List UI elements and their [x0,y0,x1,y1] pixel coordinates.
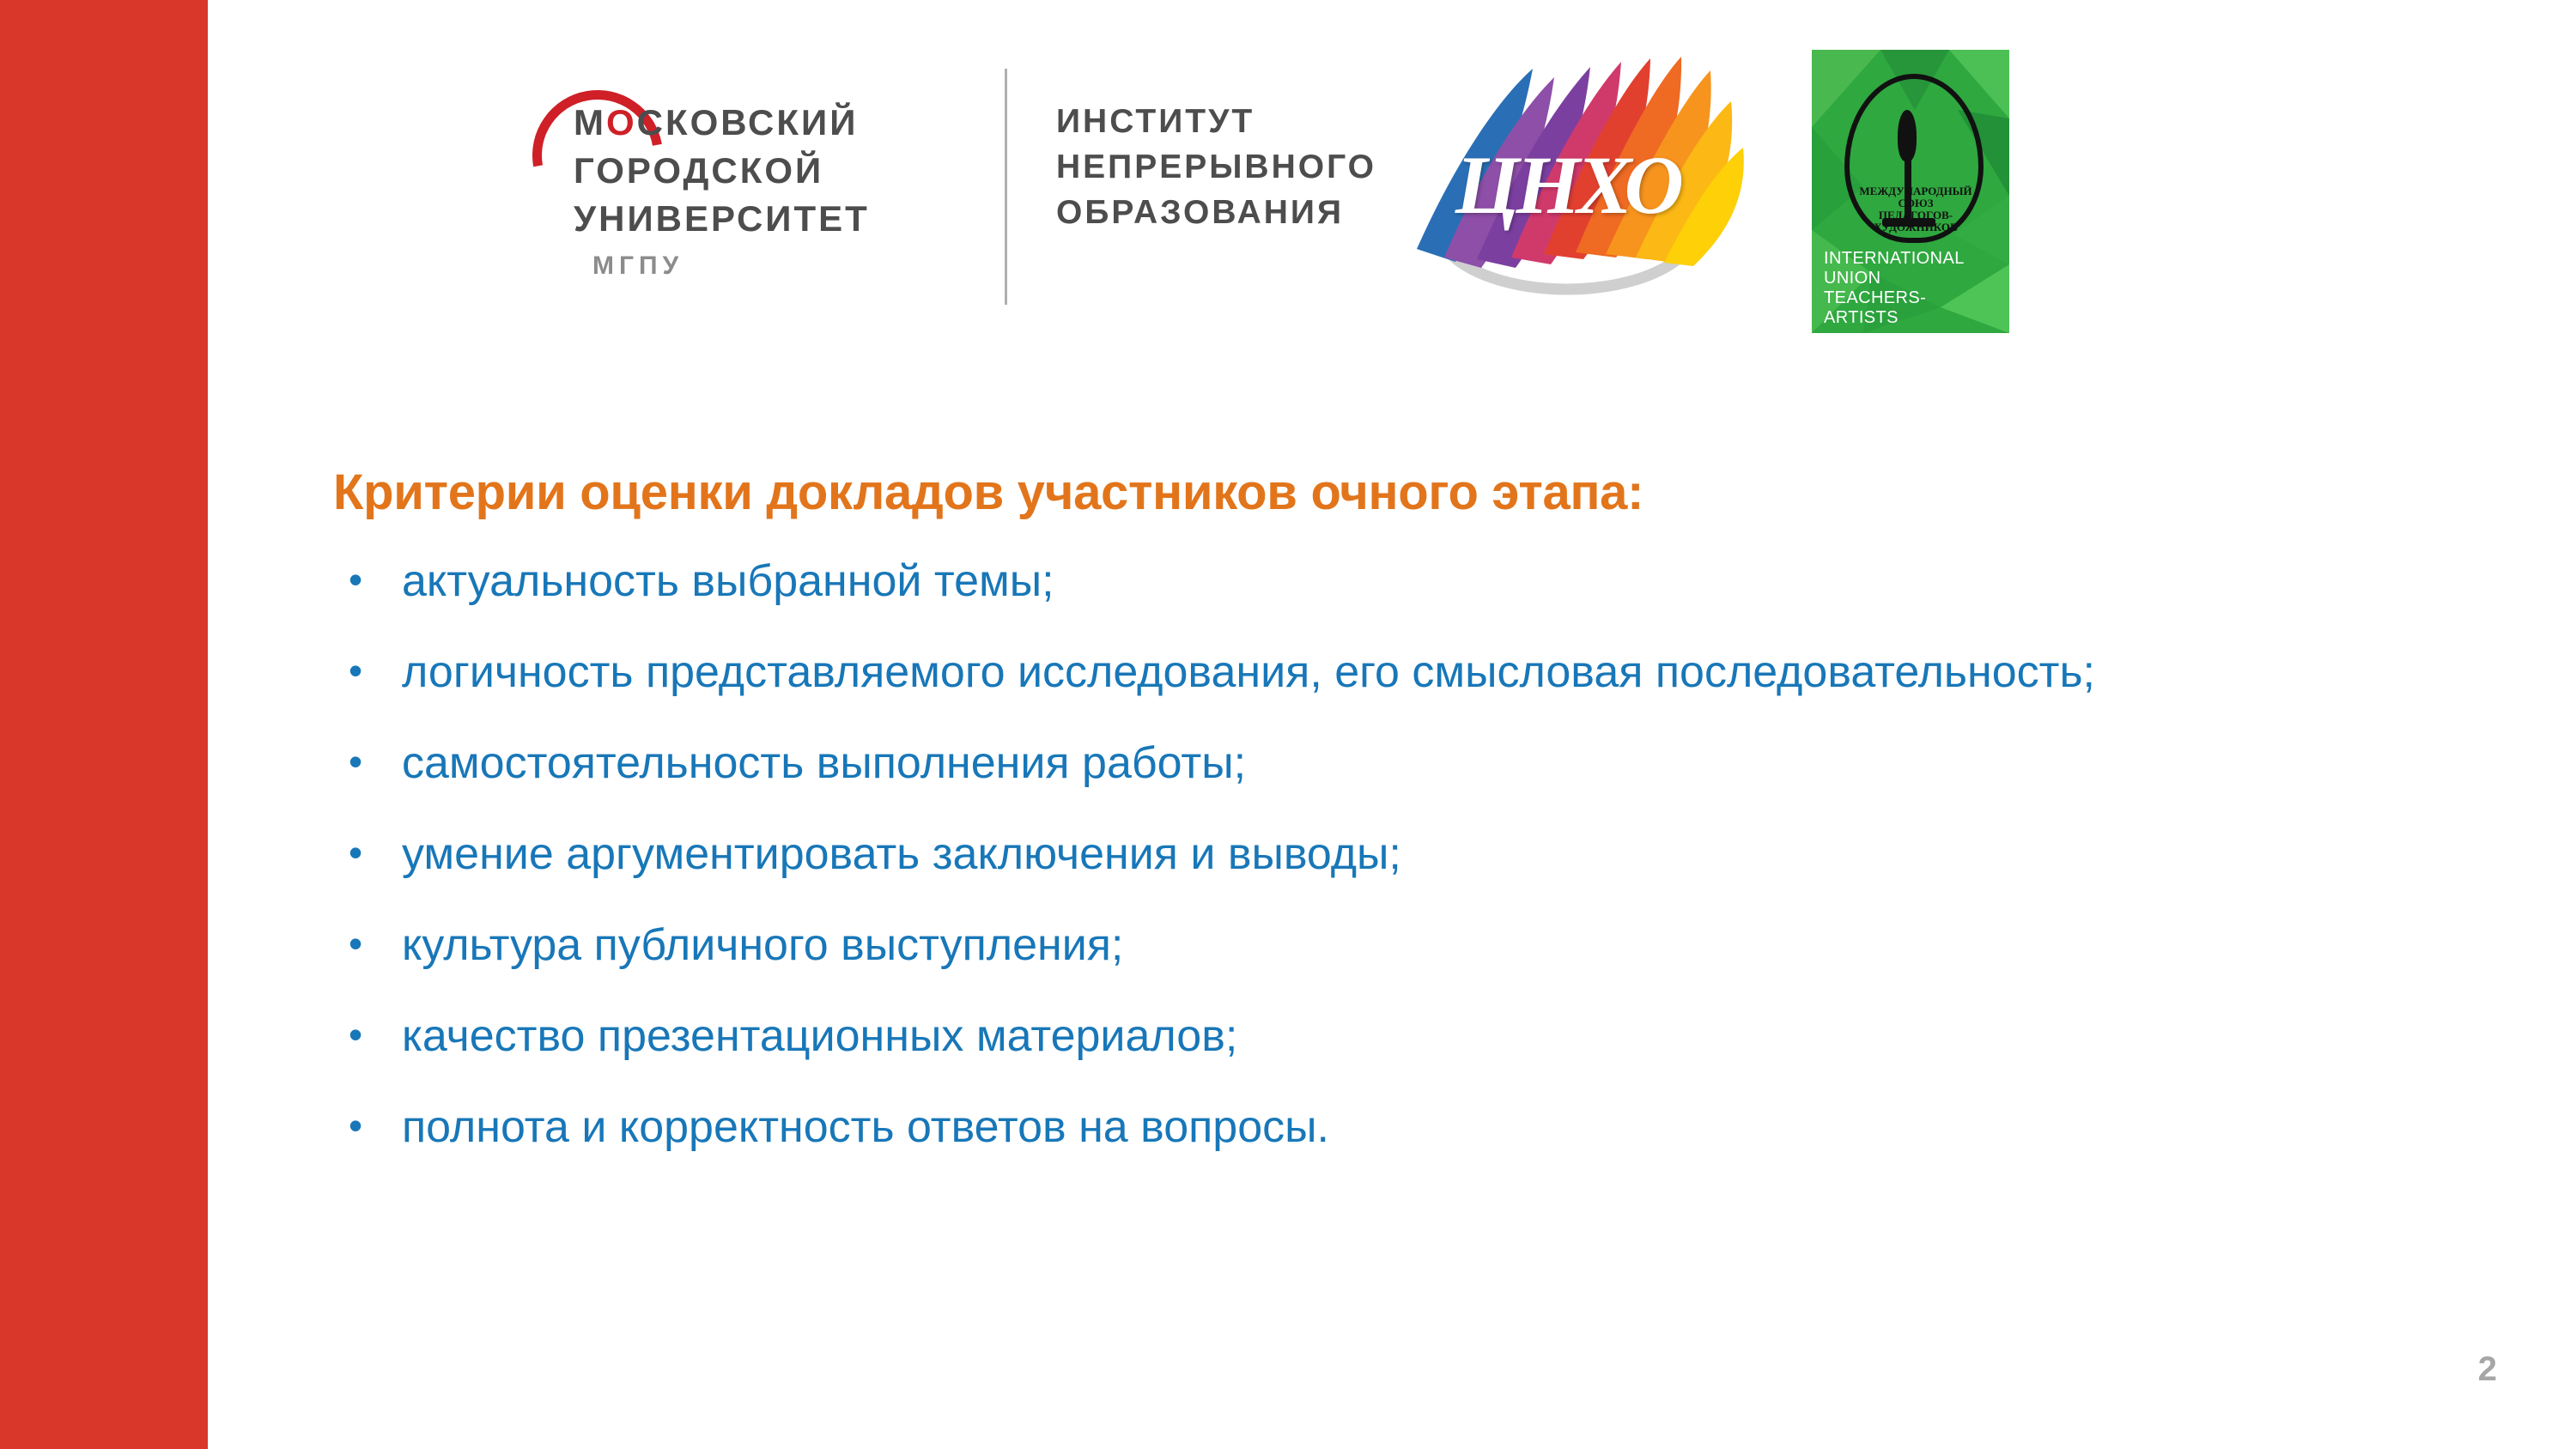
union-ru-line-3: ПЕДАГОГОВ- [1878,209,1953,221]
ino-wordmark [1056,99,1376,235]
mgpu-abbr: МГПУ [592,252,684,280]
list-item: • умение аргументировать заключения и выводы; [333,823,2136,885]
ino-line-1: ИНСТИТУТ [1056,103,1255,140]
cnho-logo [1391,43,1760,326]
mgpu-logo [532,64,979,322]
union-en-line-2: UNION [1824,269,1881,288]
cnho-wordmark: ЦНХО [1455,139,1680,231]
logo-header [515,34,2104,335]
logo-divider [1005,69,1007,305]
criteria-list [333,550,2136,1158]
accent-sidebar [0,0,208,1449]
union-ru-line-2: СОЮЗ [1898,197,1934,209]
union-ru-text [1851,185,1980,233]
union-en-text [1824,249,1965,328]
list-item: • полнота и корректность ответов на вопросы. [333,1096,2136,1158]
list-item: • логичность представляемого исследования, его смысловая последовательность; [333,641,2136,703]
page-title: Критерии оценки докладов участников очного этапа: [333,464,1644,520]
union-en-line-4: ARTISTS [1824,308,1899,327]
union-ru-line-4: ХУДОЖНИКОВ [1874,221,1958,233]
list-item: • самостоятельность выполнения работы; [333,732,2136,794]
ino-line-3: ОБРАЗОВАНИЯ [1056,194,1344,231]
mgpu-line-3: УНИВЕРСИТЕТ [574,198,870,239]
mgpu-wordmark [574,99,870,243]
union-logo [1812,50,2009,333]
mgpu-line-2: ГОРОДСКОЙ [574,150,824,191]
slide-content [333,464,2136,1187]
union-en-line-1: INTERNATIONAL [1824,249,1965,268]
union-ru-line-1: МЕЖДУНАРОДНЫЙ [1859,185,1972,197]
union-en-line-3: TEACHERS- [1824,288,1927,307]
ino-line-2: НЕПРЕРЫВНОГО [1056,149,1377,185]
page-number: 2 [2477,1350,2497,1388]
list-item: • качество презентационных материалов; [333,1005,2136,1067]
list-item: • актуальность выбранной темы; [333,550,2136,612]
list-item: • культура публичного выступления; [333,914,2136,976]
mgpu-line-1: МОСКОВСКИЙ [574,102,859,142]
